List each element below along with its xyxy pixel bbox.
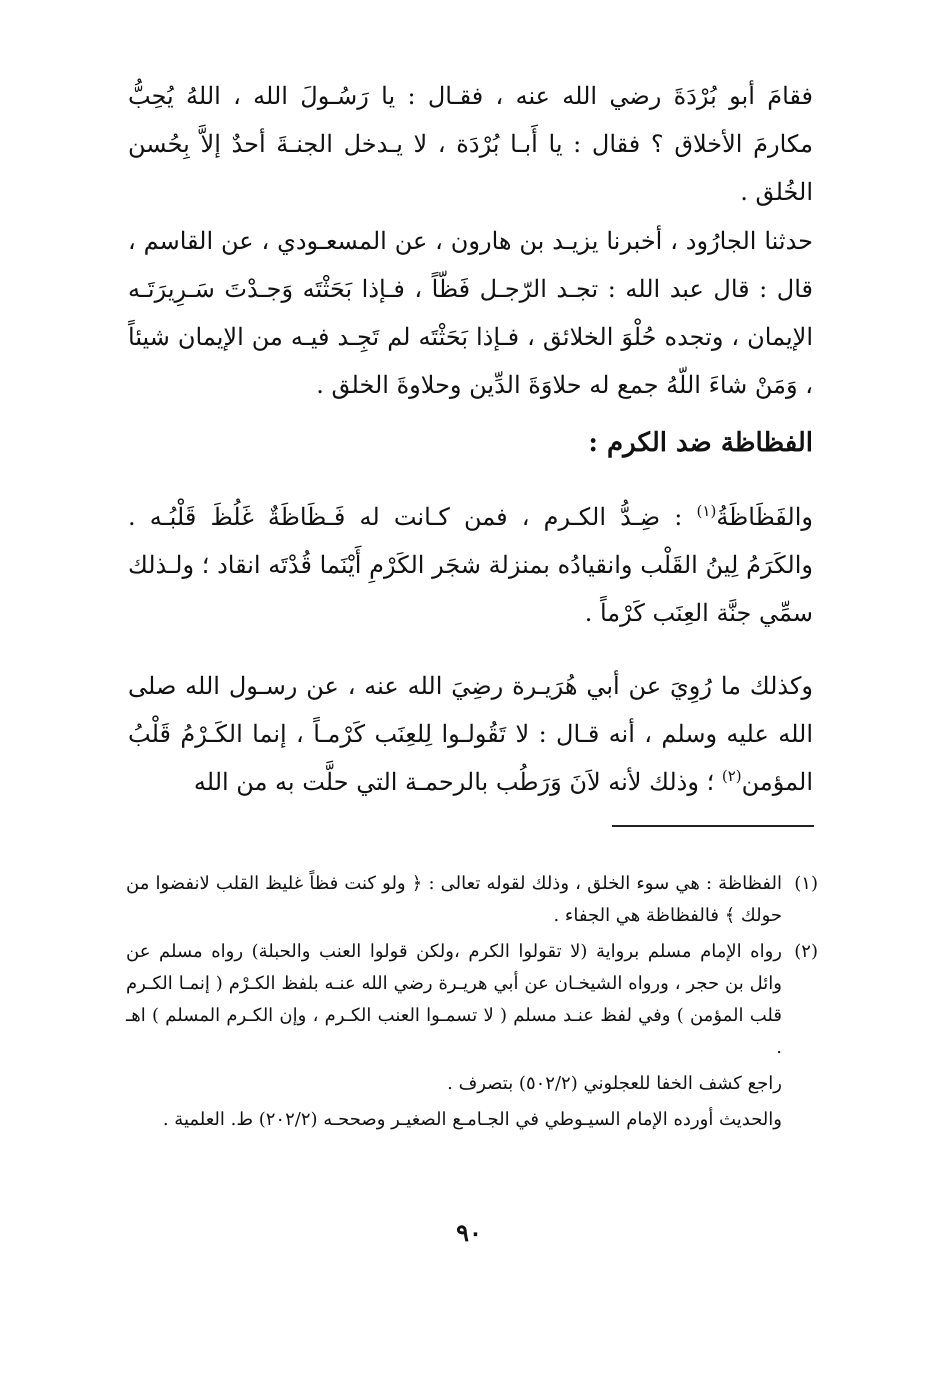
footnote-reference-line: [126, 1104, 818, 1136]
footnote-ref-2[interactable]: (٢): [721, 767, 742, 785]
footnote-item: [126, 936, 818, 1064]
footnote-ref-1[interactable]: (١): [696, 502, 717, 520]
paragraph-2: حدثنا الجارُود ، أخبرنا يزيـد بن هارون ، عن المسعـودي ، عن القاسم ، قال : قال عبد الله : تجـد الرّجـل فَظّاً ، فـإذا بَحَثْتَه وَجـدْتَ سَـرِيرَتَـه الإيمان ، وتجده حُلْوَ الخلائق ، فـإذا بَحَثْتَه لم تَجِـد فيـه من الإيمان شيئاً ، وَمَنْ شاءَ اللّهُ جمع له حلاوَةَ الدِّين وحلاوةَ الخلق .: [128, 227, 813, 399]
footnote-divider: [612, 825, 814, 827]
paragraph-1: فقامَ أبو بُرْدَةَ رضي الله عنه ، فقـال : يا رَسُـولَ الله ، اللهُ يُحِبُّ مكارمَ الأخلاق ؟ فقال : يا أَبـا بُرْدَة ، لا يـدخل الجنـةَ أحدٌ إلاَّ بِحُسن الخُلق .: [128, 82, 813, 206]
footnote-text: رواه الإمام مسلم برواية (لا تقولوا الكرم ،ولكن قولوا العنب والحبلة) رواه مسلم عن وائل بن حجر ، ورواه الشيخـان عن أبي هريـرة رضي الله عنـه بلفظ الكـرْم ( إنمـا الكـرم قلب المؤمن ) وفي لفظ عنـد مسلم ( لا تسمـوا العنب الكـرم ، وإن الكـرم المسلم ) اهـ .: [126, 941, 782, 1058]
paragraph-4-rest: ؛ وذلك لأنه لاَنَ وَرَطُب بالرحمـة التي حلَّت به من الله: [193, 768, 722, 796]
paragraph-3-start: والفَظَاظَةُ: [716, 503, 813, 531]
paragraph-3: [128, 493, 813, 637]
footnotes: [126, 868, 818, 1140]
footnote-text: والحديث أورده الإمام السيـوطي في الجـامـع الصغيـر وصححـه (٢٠٢/٢) ط. العلمية .: [162, 1109, 782, 1130]
footnote-item: [126, 868, 818, 932]
paragraph-4: [128, 662, 813, 806]
section-heading: الفظاظة ضد الكرم :: [588, 428, 813, 458]
paragraph-4-start: وكذلك ما رُوِيَ عن أبي هُرَيـرة رضِيَ الله عنه ، عن رسـول الله صلى الله عليه وسلم ، أنه قـال : لا تَقُولـوا لِلعِنَب كَرْمـاً ، إنما الكَـرْمُ قَلْبُ المؤمن: [128, 672, 814, 796]
paragraph-3-rest: : ضِـدُّ الكـرم ، فمن كـانت له فَـظَاظَةٌ غَلُظَ قَلْبُـه . والكَرَمُ لِينُ القَلْب وانقيادُه بمنزلة شجَر الكَرْمِ أَيْنَما قُدْتَه انقاد ؛ ولـذلك سمِّي جنَّة العِنَب كَرْماً .: [128, 503, 813, 627]
footnote-reference-line: [126, 1068, 818, 1100]
footnote-text: الفظاظة : هي سوء الخلق ، وذلك لقوله تعالى : ﴿ ولو كنت فظاً غليظ القلب لانفضوا من حولك ﴾ فالفظاظة هي الجفاء .: [126, 873, 782, 926]
footnote-text: راجع كشف الخفا للعجلوني (٥٠٢/٢) بتصرف .: [447, 1073, 782, 1094]
footnote-marker: (١): [794, 873, 818, 894]
footnote-marker: (٢): [794, 941, 818, 962]
page-number: ٩٠: [456, 1218, 482, 1247]
